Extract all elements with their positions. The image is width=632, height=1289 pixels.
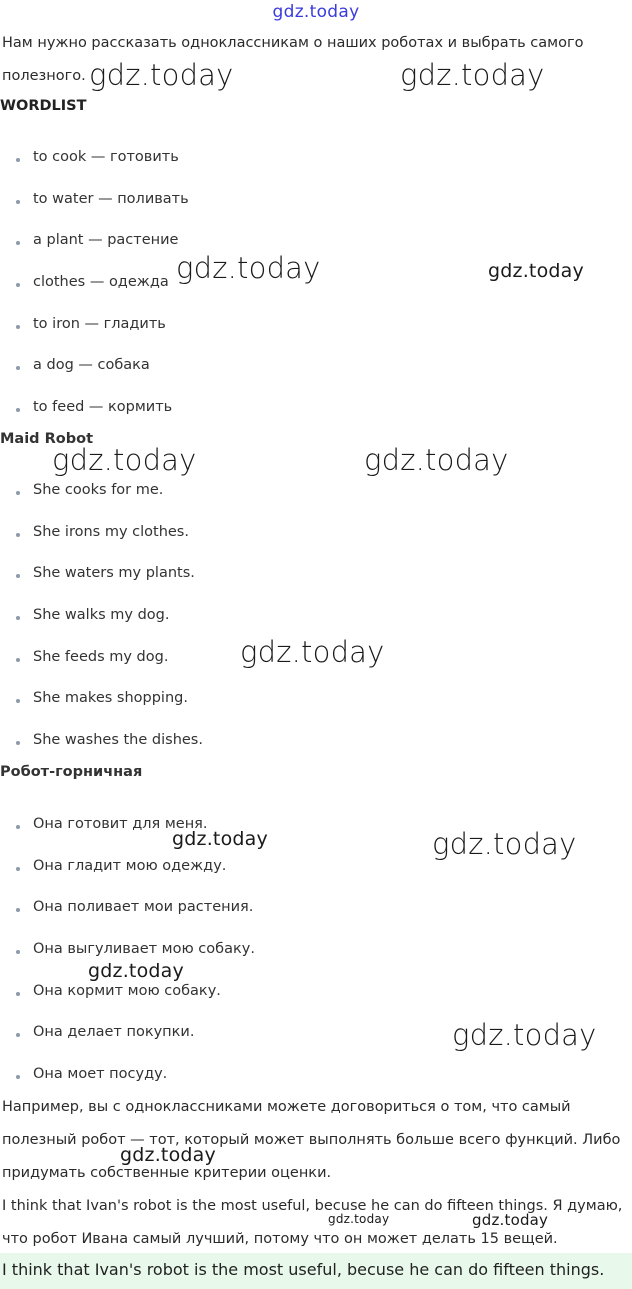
list-item: Она поливает мои растения. [0,899,632,941]
list-item: She washes the dishes. [0,732,632,774]
maid-robot-list [0,482,632,774]
bullet-icon [16,867,20,871]
bullet-icon [16,241,20,245]
list-item: Она кормит мою собаку. [0,983,632,1025]
list-item: She irons my clothes. [0,524,632,566]
wordlist-list [0,149,632,441]
bullet-icon [16,1075,20,1079]
list-item: She makes shopping. [0,690,632,732]
bullet-icon [16,825,20,829]
watermark-overlay: gdz.today [432,827,577,861]
bullet-icon [16,325,20,329]
watermark-overlay: gdz.today [364,443,509,477]
watermark-overlay: gdz.today [52,443,197,477]
bullet-icon [16,408,20,412]
watermark-overlay: gdz.today [328,1212,390,1226]
example-text: I think that Ivan's robot is the most useful, becuse he can do fifteen things. Я думаю, что робот Ивана самый лучший, потому что он может делать 15 вещей. [2,1198,623,1247]
watermark-overlay: gdz.today [88,960,184,982]
list-item: clothes — одежда [0,274,632,316]
robot-gornichnaya-heading: Робот-горничная [0,764,143,780]
watermark-overlay: gdz.today [120,1144,216,1166]
maid-robot-heading: Maid Robot [0,431,94,447]
list-item: Она делает покупки. [0,1024,632,1066]
list-item: She cooks for me. [0,482,632,524]
list-item: She feeds my dog. [0,649,632,691]
list-item: a plant — растение [0,232,632,274]
bullet-icon [16,200,20,204]
list-item: to cook — готовить [0,149,632,191]
list-item: Она гладит мою одежду. [0,858,632,900]
bullet-icon [16,992,20,996]
bullet-icon [16,908,20,912]
bullet-icon [16,574,20,578]
bullet-icon [16,699,20,703]
bullet-icon [16,158,20,162]
top-watermark: gdz.today [272,2,360,22]
bullet-icon [16,366,20,370]
bullet-icon [16,616,20,620]
list-item: Она готовит для меня. [0,816,632,858]
list-item: She walks my dog. [0,607,632,649]
answer-highlight [0,1253,632,1289]
answer-text: I think that Ivan's robot is the most useful, becuse he can do fifteen things. [2,1260,605,1279]
watermark-overlay: gdz.today [176,251,321,285]
bullet-icon [16,533,20,537]
list-item: to iron — гладить [0,316,632,358]
bullet-icon [16,283,20,287]
watermark-overlay: gdz.today [89,58,234,92]
wordlist-heading: WORDLIST [0,98,87,114]
bullet-icon [16,741,20,745]
list-item: a dog — собака [0,357,632,399]
list-item: She waters my plants. [0,565,632,607]
watermark-overlay: gdz.today [452,1018,597,1052]
watermark-overlay: gdz.today [472,1211,549,1229]
explanation-text: Например, вы с одноклассниками можете договориться о том, что самый полезный робот — тот, который может выполнять больше всего функций. Либо придумать собственные критерии оценки. [2,1099,621,1181]
watermark-overlay: gdz.today [400,58,545,92]
list-item: Она моет посуду. [0,1066,632,1108]
list-item: to water — поливать [0,191,632,233]
watermark-overlay: gdz.today [172,828,268,850]
watermark-overlay: gdz.today [240,635,385,669]
list-item: Она выгуливает мою собаку. [0,941,632,983]
bullet-icon [16,491,20,495]
list-item: to feed — кормить [0,399,632,441]
watermark-overlay: gdz.today [488,260,584,282]
bullet-icon [16,950,20,954]
intro-text: Нам нужно рассказать одноклассникам о наших роботах и выбрать самого полезного. [2,35,584,84]
bullet-icon [16,1033,20,1037]
bullet-icon [16,658,20,662]
